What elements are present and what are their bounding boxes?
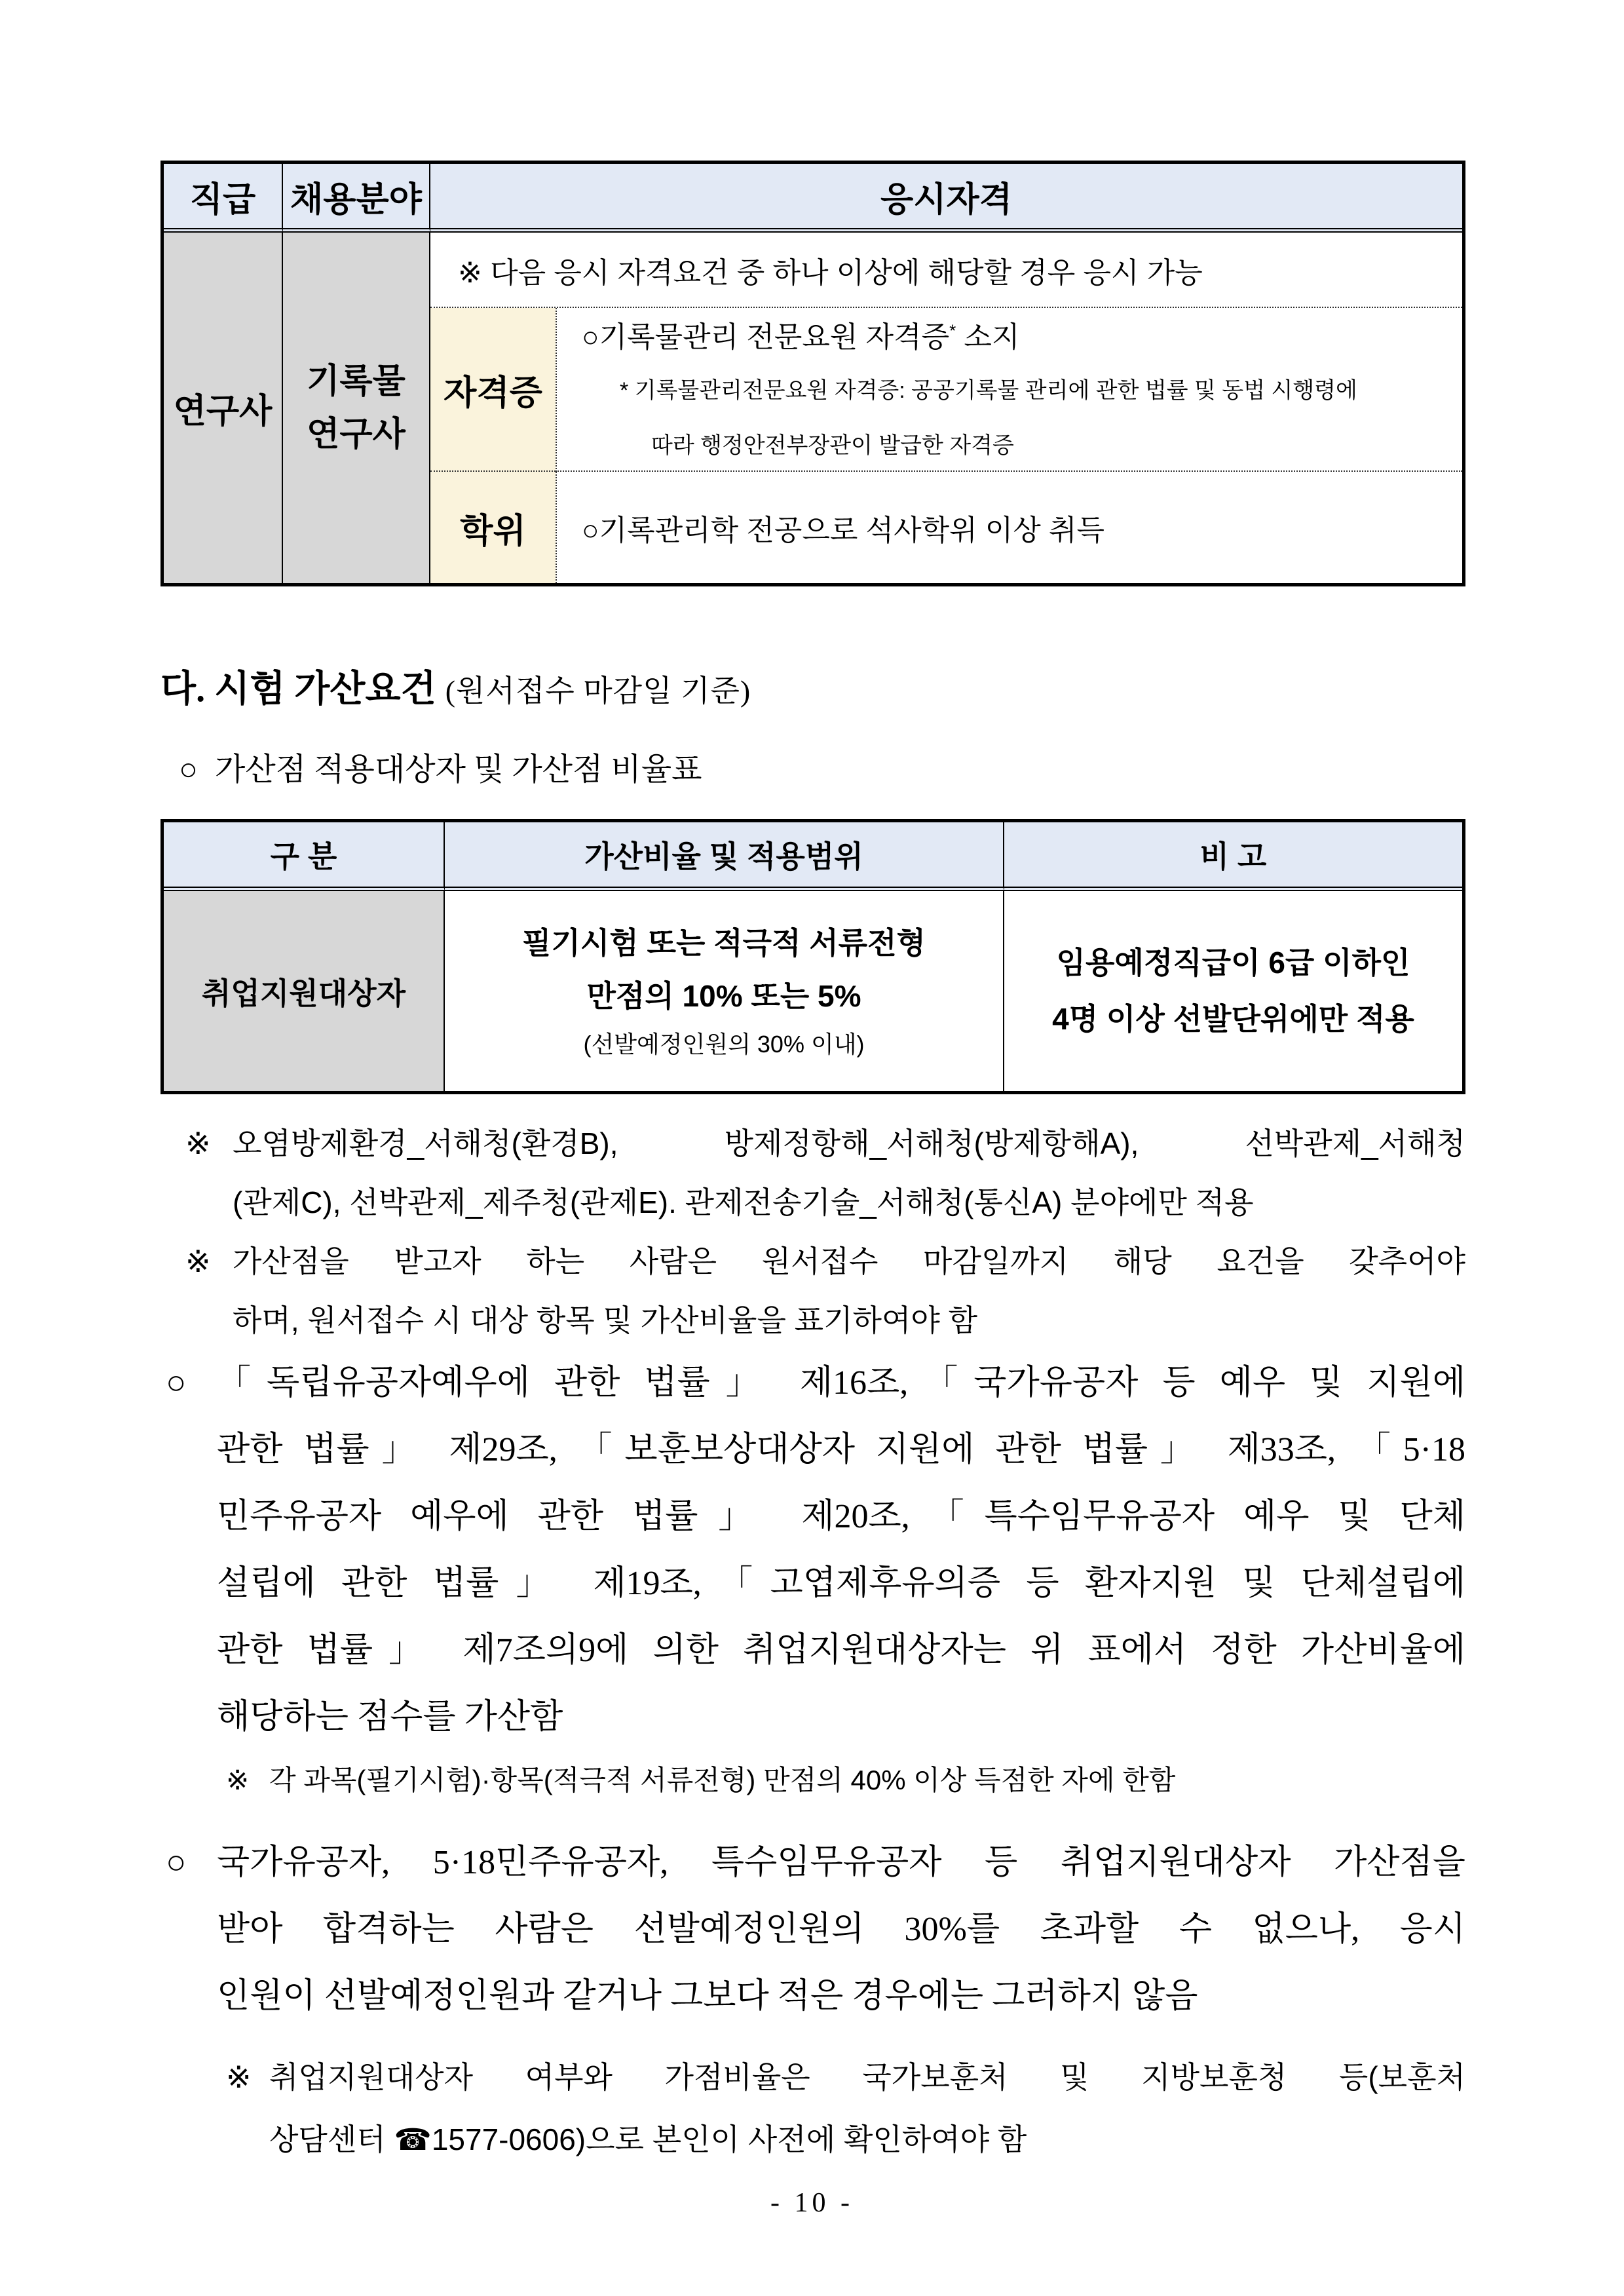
paragraph-30percent-cap <box>166 1829 1465 2030</box>
asterisk-superscript: * <box>949 320 956 341</box>
header-label: 비 고 <box>1199 839 1267 873</box>
qualification-note: ※ 다음 응시 자격요건 중 하나 이상에 해당할 경우 응시 가능 <box>458 256 1203 289</box>
reference-mark-icon: ※ <box>185 1244 211 1278</box>
header-label: 응시자격 <box>880 180 1012 219</box>
bonus-table-caption <box>179 744 1465 789</box>
section-title-sub: (원서접수 마감일 기준) <box>445 674 751 708</box>
bonus-point-table <box>161 819 1465 1094</box>
paragraph-veteran-laws <box>166 1350 1465 1751</box>
note-deadline-requirement <box>185 1232 1465 1350</box>
bonus-remark-line2: 4명 이상 선발단위에만 적용 <box>1052 1001 1414 1036</box>
paragraph-line: 관한 법률」 제29조, 「보훈보상대상자 지원에 관한 법률」 제33조, 「5·18 <box>217 1431 1465 1468</box>
bonus-remark-cell <box>1004 891 1462 1091</box>
degree-label: 학위 <box>460 512 526 550</box>
eligibility-table <box>161 161 1465 586</box>
circle-bullet-icon: ○ <box>179 752 198 787</box>
certificate-line <box>582 313 1019 355</box>
paragraph-line: 인원이 선발예정인원과 같거나 그보다 적은 경우에는 그러하지 않음 <box>217 1978 1198 2015</box>
bonus-category: 취업지원대상자 <box>201 976 406 1010</box>
circle-bullet-icon: ○ <box>166 1844 187 1881</box>
certificate-text-suffix: 소지 <box>956 321 1020 354</box>
bonus-header-ratio <box>445 822 1004 891</box>
page-number: - 10 - <box>770 2188 854 2218</box>
certificate-text: ○기록물관리 전문요원 자격증 <box>582 321 950 354</box>
paragraph-line: 설립에 관한 법률」 제19조,「고엽제후유의증 등 환자지원 및 단체설립에 <box>217 1565 1465 1602</box>
degree-text: ○기록관리학 전공으로 석사학위 이상 취득 <box>582 514 1105 546</box>
bonus-header-remark <box>1004 822 1462 891</box>
eligibility-header-qualification <box>430 164 1462 233</box>
paragraph-line: 「독립유공자예우에 관한 법률」 제16조,「국가유공자 등 예우 및 지원에 <box>217 1364 1465 1402</box>
bonus-category-cell <box>164 891 445 1091</box>
note-text <box>269 2046 1465 2171</box>
note-text <box>233 1114 1465 1232</box>
paragraph-line: 관한 법률」 제7조의9에 의한 취업지원대상자는 위 표에서 정한 가산비율에 <box>217 1632 1465 1669</box>
reference-mark-icon: ※ <box>226 2060 252 2094</box>
paragraph-line: 민주유공자 예우에 관한 법률」 제20조,「특수임무유공자 예우 및 단체 <box>217 1498 1465 1535</box>
note-line: (관제C), 선박관제_제주청(관제E). 관제전송기술_서해청(통신A) 분야에만 적용 <box>233 1185 1254 1219</box>
section-title: 다. 시험 가산요건 <box>161 669 436 710</box>
note-line: 상담센터 ☎1577-0606)으로 본인이 사전에 확인하여야 함 <box>269 2122 1027 2156</box>
header-label: 가산비율 및 적용범위 <box>584 839 863 873</box>
rank-cell <box>164 233 283 583</box>
bonus-header-category <box>164 822 445 891</box>
certificate-label: 자격증 <box>444 373 542 412</box>
paragraph-text <box>217 1829 1465 2030</box>
field-line: 연구사 <box>307 415 406 453</box>
note-line: 취업지원대상자 여부와 가점비율은 국가보훈처 및 지방보훈청 등(보훈처 <box>269 2060 1465 2094</box>
bonus-remark-line1: 임용예정직급이 6급 이하인 <box>1056 946 1410 980</box>
bonus-ratio-cell <box>445 891 1004 1091</box>
note-text <box>233 1232 1465 1350</box>
header-label: 채용분야 <box>290 180 422 219</box>
field-cell <box>283 233 430 583</box>
rank-value: 연구사 <box>173 392 273 430</box>
paragraph-text <box>217 1350 1465 1751</box>
bonus-table-caption-text: 가산점 적용대상자 및 가산점 비율표 <box>215 752 702 787</box>
subnote-minimum-score <box>226 1757 1465 1803</box>
certificate-label-cell <box>430 308 556 472</box>
subnote-text: 각 과목(필기시험)·항목(적극적 서류전형) 만점의 40% 이상 득점한 자에 한함 <box>269 1765 1176 1795</box>
field-line: 기록물 <box>307 362 406 400</box>
page-content <box>161 0 1465 2171</box>
note-line: 오염방제환경_서해청(환경B), 방제정항해_서해청(방제항해A), 선박관제_서해청 <box>233 1126 1465 1160</box>
degree-label-cell <box>430 472 556 583</box>
bonus-ratio-line2: 만점의 10% 또는 5% <box>586 979 861 1014</box>
certificate-footnote-line2: 따라 행정안전부장관이 발급한 자격증 <box>651 433 1014 458</box>
bonus-ratio-line3: (선발예정인원의 30% 이내) <box>583 1031 865 1058</box>
qualification-note-cell <box>430 233 1462 308</box>
degree-content-cell <box>556 472 1462 583</box>
note-veterans-office-check <box>226 2046 1465 2171</box>
circle-bullet-icon: ○ <box>166 1364 187 1402</box>
note-line: 가산점을 받고자 하는 사람은 원서접수 마감일까지 해당 요건을 갖추어야 <box>233 1244 1465 1278</box>
certificate-footnote-line1: * 기록물관리전문요원 자격증: 공공기록물 관리에 관한 법률 및 동법 시행령에 <box>620 378 1357 404</box>
reference-mark-icon: ※ <box>185 1126 211 1160</box>
eligibility-header-rank <box>164 164 283 233</box>
note-line: 하며, 원서접수 시 대상 항목 및 가산비율을 표기하여야 함 <box>233 1303 978 1337</box>
paragraph-line: 해당하는 점수를 가산함 <box>217 1698 563 1736</box>
reference-mark-icon: ※ <box>226 1765 250 1795</box>
note-applicable-fields <box>185 1114 1465 1232</box>
eligibility-header-field <box>283 164 430 233</box>
bonus-ratio-line1: 필기시험 또는 적극적 서류전형 <box>521 925 926 960</box>
certificate-content-cell <box>556 308 1462 472</box>
header-label: 구 분 <box>270 839 337 873</box>
paragraph-line: 받아 합격하는 사람은 선발예정인원의 30%를 초과할 수 없으나, 응시 <box>217 1911 1465 1948</box>
paragraph-line: 국가유공자, 5·18민주유공자, 특수임무유공자 등 취업지원대상자 가산점을 <box>217 1844 1465 1881</box>
section-heading <box>161 660 1465 712</box>
header-label: 직급 <box>189 180 256 219</box>
